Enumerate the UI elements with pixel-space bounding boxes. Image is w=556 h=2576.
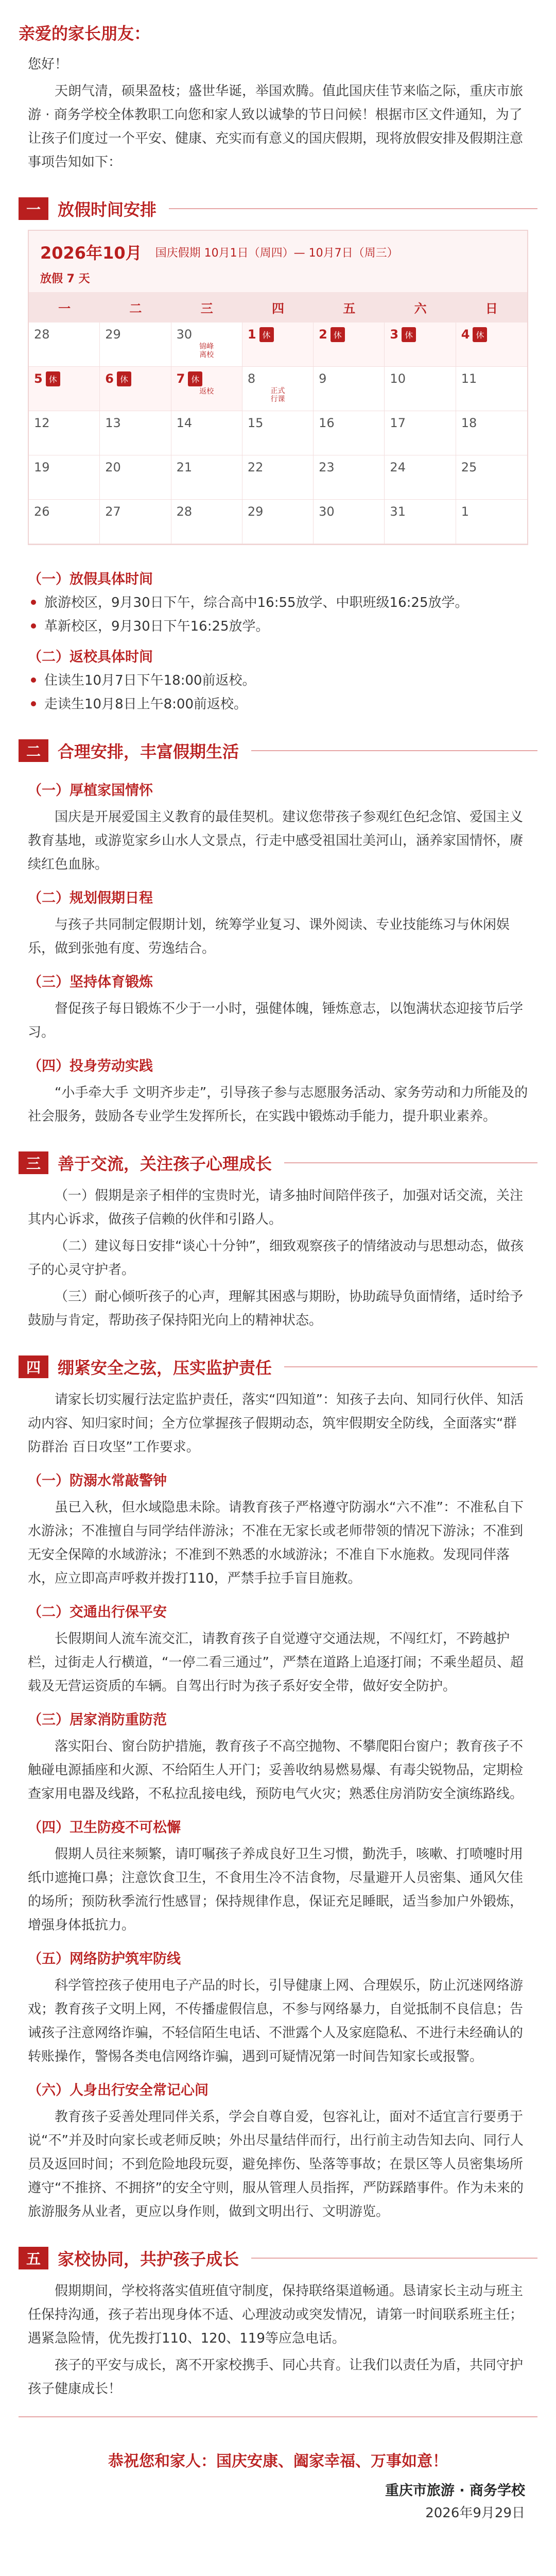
holiday-badge: 休 <box>259 327 274 342</box>
calendar-day <box>100 367 171 411</box>
subheading: （一）厚植家国情怀 <box>28 783 153 799</box>
section-title: 绷紧安全之弦，压实监护责任 <box>58 1358 272 1378</box>
section-2-header <box>19 739 537 762</box>
day-number: 14 <box>176 416 193 430</box>
calendar-day <box>456 367 527 411</box>
weekday-label: 五 <box>343 301 356 316</box>
holiday-badge: 休 <box>331 327 345 342</box>
divider <box>251 2258 537 2259</box>
calendar-day <box>314 323 385 367</box>
paragraph: 督促孩子每日锻炼不少于一小时，强健体魄，锤炼意志，以饱满状态迎接节后学习。 <box>28 1001 524 1040</box>
calendar-day <box>242 367 314 411</box>
calendar-day <box>242 455 314 500</box>
day-number: 15 <box>247 416 264 430</box>
subheading: （二）返校具体时间 <box>28 649 153 665</box>
calendar-day <box>456 500 527 544</box>
calendar-day <box>314 455 385 500</box>
holiday-calendar <box>28 230 528 545</box>
calendar-day <box>385 367 456 411</box>
section-number: 五 <box>19 2247 48 2269</box>
calendar-day <box>456 455 527 500</box>
subheading: （一）放假具体时间 <box>28 571 153 587</box>
paragraph: 落实阳台、窗台防护措施，教育孩子不高空抛物、不攀爬阳台窗户；教育孩子不触碰电源插座和火源、不给陌生人开门；妥善收纳易燃易爆、有毒尖锐物品，定期检查家用电器及线路，不私拉乱接电线，预防电气火灾；熟悉住房消防安全演练路线。 <box>28 1739 524 1802</box>
paragraph: “小手牵大手 文明齐步走”，引导孩子参与志愿服务活动、家务劳动和力所能及的社会服务，鼓励各专业学生发挥所长，在实践中锻炼动手能力，提升职业素养。 <box>28 1085 528 1124</box>
paragraph: 请家长切实履行法定监护责任，落实“四知道”：知孩子去向、知同行伙伴、知活动内容、知归家时间；全方位掌握孩子假期动态，筑牢假期安全防线，全面落实“群防群治 百日攻坚”工作要求。 <box>28 1392 524 1455</box>
paragraph: 国庆是开展爱国主义教育的最佳契机。建议您带孩子参观红色纪念馆、爱国主义教育基地，或游览家乡山水人文景点，行走中感受祖国壮美河山，涵养家国情怀，赓续红色血脉。 <box>28 809 524 872</box>
section-5-header <box>19 2246 537 2270</box>
holiday-badge: 休 <box>402 327 416 342</box>
weekday-label: 四 <box>271 301 284 316</box>
day-number: 18 <box>461 416 477 430</box>
signature: 重庆市旅游 · 商务学校 <box>385 2483 525 2499</box>
day-number: 3 <box>390 327 399 342</box>
day-number: 13 <box>105 416 121 430</box>
paragraph: 假期期间，学校将落实值班值守制度，保持联络渠道畅通。恳请家长主动与班主任保持沟通，孩子若出现身体不适、心理波动或突发情况，请第一时间联系班主任；遇紧急险情，优先拨打110、120、119等应急电话。 <box>28 2283 524 2346</box>
weekday-row <box>29 292 527 323</box>
day-number: 7 <box>176 371 185 386</box>
weekday-label: 二 <box>129 301 142 316</box>
intro-text: 天朗气清，硕果盈枝；盛世华诞，举国欢腾。值此国庆佳节来临之际，重庆市旅游 · 商务学校全体教职工向您和家人致以诚挚的节日问候！根据市区文件通知，为了让孩子们度过一个平安、健康、充实而有意义的国庆假期，现将放假安排及假期注意事项告知如下： <box>28 83 524 170</box>
calendar-header <box>29 231 527 270</box>
closing-greeting: 恭祝您和家人：国庆安康、阖家幸福、万事如意！ <box>108 2452 448 2470</box>
calendar-day <box>29 411 100 455</box>
list-item: 住读生10月7日下午18:00前返校。 <box>0 669 556 692</box>
section-title: 善于交流，关注孩子心理成长 <box>58 1154 272 1174</box>
calendar-month: 2026年10月 <box>40 243 142 263</box>
subheading: （六）人身出行安全常记心间 <box>28 2082 208 2098</box>
day-number: 16 <box>319 416 335 430</box>
calendar-day <box>100 455 171 500</box>
section-number: 三 <box>19 1151 48 1174</box>
subheading: （二）规划假期日程 <box>28 890 153 906</box>
subheading: （四）卫生防疫不可松懈 <box>28 1820 181 1836</box>
day-number: 22 <box>247 460 264 474</box>
day-number: 6 <box>105 371 114 386</box>
calendar-day <box>100 411 171 455</box>
calendar-day <box>314 367 385 411</box>
weekday-label: 一 <box>58 301 71 316</box>
section-number: 四 <box>19 1355 48 1378</box>
subheading: （三）居家消防重防范 <box>28 1712 167 1728</box>
divider <box>284 1366 537 1367</box>
day-number: 19 <box>34 460 50 474</box>
paragraph: （一）假期是亲子相伴的宝贵时光，请多抽时间陪伴孩子，加强对话交流，关注其内心诉求，做孩子信赖的伙伴和引路人。 <box>28 1188 524 1227</box>
calendar-days-off: 放假 7 天 <box>29 270 527 292</box>
paragraph: （二）建议每日安排“谈心十分钟”，细致观察孩子的情绪波动与思想动态，做孩子的心灵守护者。 <box>28 1239 524 1278</box>
day-number: 20 <box>105 460 121 474</box>
calendar-day <box>456 323 527 367</box>
hello-text: 您好！ <box>28 57 68 72</box>
section-1-header <box>19 197 537 221</box>
calendar-day <box>242 323 314 367</box>
calendar-day <box>29 455 100 500</box>
day-note: 返校 <box>199 387 214 396</box>
subheading: （二）交通出行保平安 <box>28 1604 167 1620</box>
day-note: 正式 行课 <box>270 387 285 403</box>
weekday-label: 日 <box>485 301 498 316</box>
paragraph: （三）耐心倾听孩子的心声，理解其困惑与期盼，协助疏导负面情绪，适时给予鼓励与肯定，帮助孩子保持阳光向上的精神状态。 <box>28 1289 524 1328</box>
day-number: 29 <box>247 504 264 519</box>
day-number: 30 <box>176 327 193 342</box>
paragraph: 与孩子共同制定假期计划，统筹学业复习、课外阅读、专业技能练习与休闲娱乐，做到张弛有度、劳逸结合。 <box>28 917 510 956</box>
subheading: （四）投身劳动实践 <box>28 1058 153 1074</box>
calendar-day <box>385 323 456 367</box>
calendar-range: 国庆假期 10月1日（周四）— 10月7日（周三） <box>155 247 398 260</box>
day-number: 1 <box>247 327 256 342</box>
holiday-badge: 休 <box>473 327 487 342</box>
calendar-day <box>385 455 456 500</box>
day-number: 12 <box>34 416 50 430</box>
paragraph: 假期人员往来频繁，请叮嘱孩子养成良好卫生习惯，勤洗手，咳嗽、打喷嚏时用纸巾遮掩口鼻；注意饮食卫生，不食用生冷不洁食物，尽量避开人员密集、通风欠佳的场所；预防秋季流行性感冒；保持规律作息，保证充足睡眠，适当参加户外锻炼，增强身体抵抗力。 <box>28 1846 524 1933</box>
paragraph: 教育孩子妥善处理同伴关系，学会自尊自爱，包容礼让，面对不适宜言行要勇于说“不”并及时向家长或老师反映；外出尽量结伴而行，出行前主动告知去向、同行人员及返回时间；不到危险地段玩耍，避免摔伤、坠落等事故；在景区等人员密集场所遵守“不推挤、不拥挤”的安全守则，服从管理人员指挥，严防踩踏事件。作为未来的旅游服务从业者，更应以身作则，做到文明出行、文明游览。 <box>28 2109 524 2219</box>
greeting: 亲爱的家长朋友： <box>19 24 151 43</box>
calendar-day <box>314 500 385 544</box>
day-number: 5 <box>34 371 43 386</box>
section-number: 一 <box>19 197 48 220</box>
paragraph: 孩子的平安与成长，离不开家校携手、同心共育。让我们以责任为盾，共同守护孩子健康成长！ <box>28 2358 524 2397</box>
day-number: 10 <box>390 371 406 386</box>
day-number: 9 <box>319 371 327 386</box>
section-3-header <box>19 1151 537 1175</box>
holiday-badge: 休 <box>117 371 131 386</box>
day-number: 11 <box>461 371 477 386</box>
section-4-header <box>19 1355 537 1379</box>
day-number: 17 <box>390 416 406 430</box>
calendar-day <box>385 500 456 544</box>
calendar-day <box>171 411 242 455</box>
day-number: 30 <box>319 504 335 519</box>
day-number: 29 <box>105 327 121 342</box>
calendar-day <box>242 500 314 544</box>
day-number: 21 <box>176 460 193 474</box>
subheading: （五）网络防护筑牢防线 <box>28 1951 181 1967</box>
calendar-day <box>171 367 242 411</box>
calendar-day <box>171 500 242 544</box>
day-number: 28 <box>34 327 50 342</box>
divider <box>251 750 537 751</box>
holiday-badge: 休 <box>46 371 60 386</box>
calendar-day <box>171 323 242 367</box>
paragraph: 长假期间人流车流交汇，请教育孩子自觉遵守交通法规，不闯红灯，不跨越护栏，过街走人行横道，“一停二看三通过”，严禁在道路上追逐打闹；不乘坐超员、超载及无营运资质的车辆。自驾出行时为孩子系好安全带，做好安全防护。 <box>28 1631 524 1694</box>
day-number: 26 <box>34 504 50 519</box>
divider <box>169 208 537 209</box>
issue-date: 2026年9月29日 <box>425 2505 525 2521</box>
calendar-day <box>100 323 171 367</box>
section-title: 合理安排，丰富假期生活 <box>58 742 239 761</box>
day-number: 25 <box>461 460 477 474</box>
calendar-day <box>385 411 456 455</box>
list-item: 革新校区，9月30日下午16:25放学。 <box>0 615 556 638</box>
day-number: 2 <box>319 327 327 342</box>
day-number: 1 <box>461 504 469 519</box>
list-item: 走读生10月8日上午8:00前返校。 <box>0 692 556 716</box>
calendar-day <box>29 500 100 544</box>
list-item: 旅游校区，9月30日下午，综合高中16:55放学、中职班级16:25放学。 <box>0 591 556 615</box>
divider <box>284 1162 537 1163</box>
calendar-day <box>29 367 100 411</box>
paragraph: 科学管控孩子使用电子产品的时长，引导健康上网、合理娱乐，防止沉迷网络游戏；教育孩子文明上网，不传播虚假信息，不参与网络暴力，自觉抵制不良信息；告诫孩子注意网络诈骗，不轻信陌生电话、不泄露个人及家庭隐私、不进行未经确认的转账操作，警惕各类电信网络诈骗，遇到可疑情况第一时间告知家长或报警。 <box>28 1978 524 2064</box>
weekday-label: 六 <box>414 301 427 316</box>
paragraph: 虽已入秋，但水域隐患未除。请教育孩子严格遵守防溺水“六不准”：不准私自下水游泳；不准擅自与同学结伴游泳；不准在无家长或老师带领的情况下游泳；不准到无安全保障的水域游泳；不准到不熟悉的水域游泳；不准自下水施救。发现同伴落水，应立即高声呼救并拨打110，严禁手拉手盲目施救。 <box>28 1500 524 1586</box>
day-number: 27 <box>105 504 121 519</box>
subheading: （三）坚持体育锻炼 <box>28 974 153 990</box>
calendar-day <box>29 323 100 367</box>
day-number: 31 <box>390 504 406 519</box>
divider <box>19 2416 537 2417</box>
day-note: 锦峰 离校 <box>199 343 214 359</box>
day-number: 8 <box>247 371 256 386</box>
calendar-day <box>100 500 171 544</box>
calendar-day <box>171 455 242 500</box>
date-grid <box>29 323 527 544</box>
day-number: 28 <box>176 504 193 519</box>
weekday-label: 三 <box>200 301 213 316</box>
section-number: 二 <box>19 739 48 762</box>
calendar-day <box>242 411 314 455</box>
subheading: （一）防溺水常敲警钟 <box>28 1473 167 1489</box>
day-number: 23 <box>319 460 335 474</box>
day-number: 24 <box>390 460 406 474</box>
holiday-badge: 休 <box>188 371 202 386</box>
calendar-day <box>456 411 527 455</box>
calendar-day <box>314 411 385 455</box>
section-title: 家校协同，共护孩子成长 <box>58 2249 239 2269</box>
section-title: 放假时间安排 <box>58 200 157 219</box>
day-number: 4 <box>461 327 470 342</box>
